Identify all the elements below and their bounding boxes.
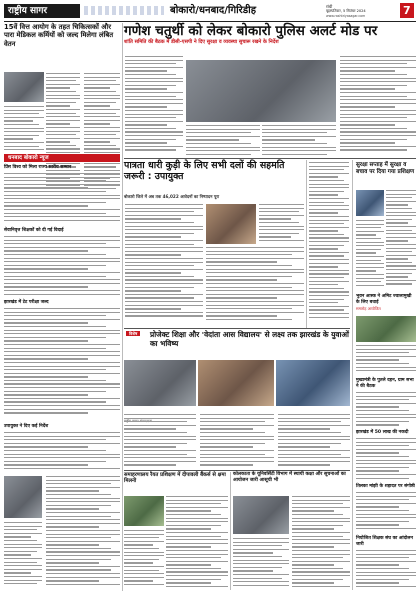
right-lower-1-body bbox=[356, 392, 416, 426]
mid-body-1 bbox=[124, 414, 196, 468]
left-top-story bbox=[4, 23, 120, 73]
bottom-left-photo bbox=[124, 496, 164, 526]
left-top-headline: 15वें वित्त आयोग के तहत चिकित्सकों और पारा मेडिकल कर्मियों को जल्द मिलेगा लंबित वेतन bbox=[4, 23, 114, 48]
right-lower-1 bbox=[356, 378, 416, 428]
right-lower-1-headline: मुख्यमंत्री के पुतले दहन, ग्राम सभा ने की बैठक bbox=[356, 378, 414, 389]
masthead-date-line: रांची bbox=[326, 4, 333, 9]
left-brief-2 bbox=[4, 228, 120, 298]
lead-body-4 bbox=[340, 56, 416, 156]
bottom-center-body bbox=[292, 496, 350, 590]
bottom-center-body-2 bbox=[233, 538, 289, 590]
lead-body-2 bbox=[186, 125, 260, 157]
right-top-story bbox=[356, 162, 416, 188]
bottom-left-body-2 bbox=[124, 530, 164, 590]
mid-story bbox=[150, 330, 350, 358]
section-banner-label: धनबाद बोकारो न्यूज bbox=[8, 155, 49, 161]
center-body-3 bbox=[259, 204, 304, 244]
right-lower-3 bbox=[356, 484, 416, 534]
masthead-rule bbox=[4, 21, 416, 22]
masthead bbox=[0, 0, 420, 20]
left-brief-3 bbox=[4, 300, 120, 420]
left-top-body-c bbox=[4, 106, 44, 152]
bottom-center-headline: कोलकाता के यूनिवर्सिटी विभाग में स्थायी कक्षा और सूचनाओं का आयोजन जारी आसूची भी bbox=[233, 472, 346, 483]
bottom-center-photo bbox=[233, 496, 289, 534]
mid-caption-box bbox=[124, 407, 350, 413]
right-column-divider bbox=[352, 160, 353, 590]
center-story bbox=[124, 160, 304, 194]
center-body-1 bbox=[125, 204, 203, 324]
center-subhead-box bbox=[124, 194, 304, 202]
lead-bottom-rule bbox=[124, 158, 416, 159]
left-brief-4-headline: उपायुक्त ने दिए कई निर्देश bbox=[4, 424, 49, 429]
left-bottom-body bbox=[46, 476, 120, 590]
right-mid-headline: भुवन आस्क ने अमिट ज्वालामुखी के लिए बधाई bbox=[356, 294, 412, 305]
left-brief-2-headline: सेवानिवृत्त शिक्षकों को दी गई विदाई bbox=[4, 228, 64, 233]
right-lower-3-headline: तिलका मांझी के शहादत पर संगोष्ठी bbox=[356, 484, 415, 489]
right-bottom-headline: नियोजित शिक्षक संघ का आंदोलन जारी bbox=[356, 536, 413, 547]
left-top-photo bbox=[4, 72, 44, 102]
center-right-divider bbox=[306, 160, 307, 328]
right-top-body-2 bbox=[356, 220, 384, 290]
masthead-ornament bbox=[84, 6, 164, 15]
center-photo bbox=[206, 204, 256, 244]
mid-headline: प्रोजेक्ट शिक्षा और 'वेदांता आस विद्यालय' से लक्ष्य तक झारखंड के युवाओं का भविष्य bbox=[150, 330, 349, 348]
left-brief-4-body bbox=[4, 432, 120, 472]
left-brief-3-headline: झारखंड में टेट परीक्षा जल्द bbox=[4, 300, 49, 305]
left-brief-1 bbox=[4, 165, 120, 225]
center-body-2 bbox=[206, 247, 304, 324]
lead-headline: गणेश चतुर्थी को लेकर बोकारो पुलिस अलर्ट मोड पर bbox=[124, 23, 378, 39]
page-number: 7 bbox=[403, 4, 411, 17]
lead-body-1 bbox=[125, 56, 183, 156]
center-right-body bbox=[309, 162, 349, 326]
left-brief-1-headline: प्रिंस विश्व को मिला राज्य स्तरीय सम्मान bbox=[4, 165, 72, 170]
mid-body-2 bbox=[200, 414, 274, 468]
right-bottom-story bbox=[356, 536, 416, 590]
right-top-body bbox=[386, 190, 416, 290]
bottom-center-story bbox=[233, 472, 350, 494]
mid-photo-3 bbox=[276, 360, 350, 406]
mid-body-3 bbox=[278, 414, 350, 468]
lead-story bbox=[124, 23, 416, 53]
mid-photo-2 bbox=[198, 360, 274, 406]
left-bottom-body-2 bbox=[4, 522, 42, 590]
section-banner bbox=[4, 154, 120, 162]
right-bottom-body bbox=[356, 550, 416, 590]
left-brief-2-body bbox=[4, 236, 120, 298]
right-mid-story bbox=[356, 294, 416, 314]
left-brief-4 bbox=[4, 424, 120, 472]
lead-photo bbox=[186, 60, 336, 122]
left-brief-1-body bbox=[4, 173, 120, 223]
center-headline: पात्रता धारी कुड़ी के लिए सभी दलों की सहमति जरूरी : उपायुक्त bbox=[124, 160, 285, 182]
right-top-photo bbox=[356, 190, 384, 216]
masthead-site: www.rashtriyasagar.com bbox=[326, 14, 366, 18]
masthead-title: राष्ट्रीय सागर bbox=[8, 6, 48, 16]
right-lower-2-headline: झारखंड में 50 लाख की नकदी bbox=[356, 430, 409, 435]
mid-kicker: विशेष bbox=[126, 331, 140, 336]
bottom-left-headline: समाहरणालय रैयत प्रशिक्षण में दीपावली बैंकर्स से क्षमा मिलनी bbox=[124, 472, 226, 485]
bottom-left-body bbox=[166, 496, 228, 590]
right-mid-photo bbox=[356, 316, 416, 342]
lead-subhead: शांति समिति की बैठक में डीसी-एसपी ने दिए सुरक्षा व व्यवस्था सुचारू रखने के निर्देश bbox=[124, 39, 279, 45]
right-lower-3-body bbox=[356, 492, 416, 532]
right-mid-subhead: समारोह आयोजित bbox=[356, 306, 381, 311]
right-lower-2 bbox=[356, 430, 416, 482]
left-brief-3-body bbox=[4, 308, 120, 418]
bottom-top-rule bbox=[124, 470, 350, 471]
lead-body-3 bbox=[262, 125, 336, 157]
masthead-title-block bbox=[4, 4, 80, 18]
right-mid-body bbox=[356, 345, 416, 375]
mid-photo-1 bbox=[124, 360, 196, 406]
page-number-badge bbox=[400, 3, 414, 18]
right-top-headline: सुरक्षा सप्ताह में सुरक्षा व बचाव पर दिया गया प्रशिक्षण bbox=[356, 162, 415, 175]
bottom-left-story bbox=[124, 472, 228, 494]
masthead-edition: बोकारो/धनबाद/गिरिडीह bbox=[170, 5, 257, 16]
right-lower-2-body bbox=[356, 438, 416, 480]
masthead-date: बृहस्पतिवार, 5 सितंबर 2024 bbox=[326, 9, 366, 13]
mid-top-rule bbox=[124, 328, 350, 329]
center-subhead: बोकारो जिले में अब तक 46,022 आवेदनों का निष्पादन पूरा bbox=[124, 194, 220, 199]
left-column-divider bbox=[122, 23, 123, 591]
bottom-divider bbox=[230, 472, 231, 590]
left-bottom-photo bbox=[4, 476, 42, 518]
